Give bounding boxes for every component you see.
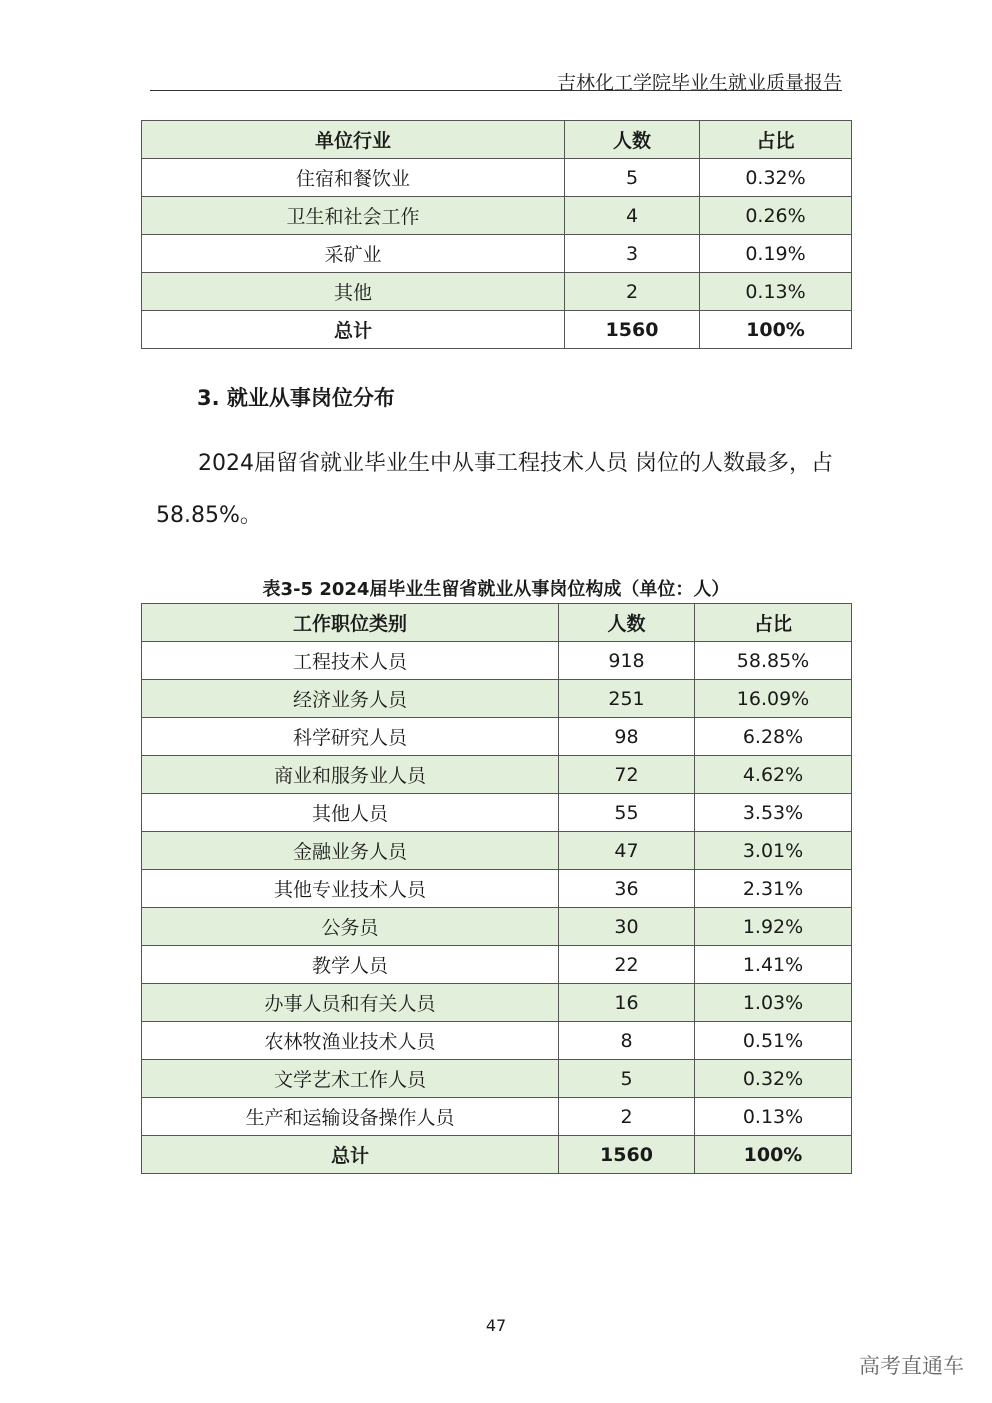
table-cell: 总计	[142, 1136, 559, 1174]
table-cell: 0.19%	[700, 235, 852, 273]
table-row	[142, 235, 852, 273]
table-total-row	[142, 1136, 852, 1174]
table-row	[142, 273, 852, 311]
table-row	[142, 1022, 852, 1060]
table-total-row	[142, 311, 852, 349]
table-row	[142, 1060, 852, 1098]
table-cell: 总计	[142, 311, 565, 349]
table-cell: 98	[559, 718, 695, 756]
section-heading: 3. 就业从事岗位分布	[197, 386, 395, 410]
table-cell: 16	[559, 984, 695, 1022]
table-cell: 3.53%	[695, 794, 852, 832]
report-header-title: 吉林化工学院毕业生就业质量报告	[556, 72, 842, 94]
table-cell: 教学人员	[142, 946, 559, 984]
table-row	[142, 832, 852, 870]
column-header: 单位行业	[142, 121, 565, 159]
table-cell: 0.51%	[695, 1022, 852, 1060]
table-cell: 商业和服务业人员	[142, 756, 559, 794]
table-cell: 47	[559, 832, 695, 870]
table-row	[142, 718, 852, 756]
table-cell: 金融业务人员	[142, 832, 559, 870]
table-cell: 生产和运输设备操作人员	[142, 1098, 559, 1136]
table-cell: 100%	[700, 311, 852, 349]
table-cell: 1560	[565, 311, 700, 349]
table-row	[142, 908, 852, 946]
column-header: 工作职位类别	[142, 604, 559, 642]
table-cell: 4.62%	[695, 756, 852, 794]
table-row	[142, 159, 852, 197]
table-cell: 16.09%	[695, 680, 852, 718]
table-row	[142, 870, 852, 908]
table-cell: 918	[559, 642, 695, 680]
table-cell: 8	[559, 1022, 695, 1060]
table-row	[142, 197, 852, 235]
table-cell: 0.13%	[700, 273, 852, 311]
table-cell: 科学研究人员	[142, 718, 559, 756]
watermark: 高考直通车	[859, 1354, 964, 1378]
table-cell: 1.41%	[695, 946, 852, 984]
table-cell: 文学艺术工作人员	[142, 1060, 559, 1098]
table-header-row	[142, 604, 852, 642]
table-cell: 0.13%	[695, 1098, 852, 1136]
table-cell: 农林牧渔业技术人员	[142, 1022, 559, 1060]
table-row	[142, 680, 852, 718]
table-cell: 0.32%	[700, 159, 852, 197]
table-cell: 经济业务人员	[142, 680, 559, 718]
table-cell: 采矿业	[142, 235, 565, 273]
table-cell: 0.32%	[695, 1060, 852, 1098]
table-cell: 2	[559, 1098, 695, 1136]
table-row	[142, 1098, 852, 1136]
table-cell: 2	[565, 273, 700, 311]
table-row	[142, 794, 852, 832]
table-cell: 1.92%	[695, 908, 852, 946]
table-cell: 22	[559, 946, 695, 984]
table-row	[142, 946, 852, 984]
table-cell: 其他专业技术人员	[142, 870, 559, 908]
table-cell: 58.85%	[695, 642, 852, 680]
column-header: 占比	[700, 121, 852, 159]
table-cell: 2.31%	[695, 870, 852, 908]
table-cell: 6.28%	[695, 718, 852, 756]
table-cell: 100%	[695, 1136, 852, 1174]
table-cell: 30	[559, 908, 695, 946]
table-cell: 251	[559, 680, 695, 718]
table-cell: 5	[565, 159, 700, 197]
table-cell: 55	[559, 794, 695, 832]
table-cell: 其他人员	[142, 794, 559, 832]
table-cell: 3	[565, 235, 700, 273]
table-cell: 36	[559, 870, 695, 908]
table-cell: 其他	[142, 273, 565, 311]
section-paragraph: 2024届留省就业毕业生中从事工程技术人员 岗位的人数最多，占58.85%。	[156, 451, 833, 528]
table-cell: 住宿和餐饮业	[142, 159, 565, 197]
table-row	[142, 642, 852, 680]
table-cell: 公务员	[142, 908, 559, 946]
table-cell: 卫生和社会工作	[142, 197, 565, 235]
column-header: 占比	[695, 604, 852, 642]
table-row	[142, 756, 852, 794]
header-divider	[150, 90, 842, 91]
table-header-row	[142, 121, 852, 159]
column-header: 人数	[559, 604, 695, 642]
table-cell: 4	[565, 197, 700, 235]
table-cell: 0.26%	[700, 197, 852, 235]
table-cell: 1.03%	[695, 984, 852, 1022]
table-cell: 72	[559, 756, 695, 794]
table-caption: 表3-5 2024届毕业生留省就业从事岗位构成（单位：人）	[262, 579, 730, 600]
table-cell: 3.01%	[695, 832, 852, 870]
column-header: 人数	[565, 121, 700, 159]
table-row	[142, 984, 852, 1022]
table-cell: 1560	[559, 1136, 695, 1174]
table-cell: 5	[559, 1060, 695, 1098]
position-table	[141, 603, 852, 1174]
table-cell: 办事人员和有关人员	[142, 984, 559, 1022]
industry-table	[141, 120, 852, 349]
table-cell: 工程技术人员	[142, 642, 559, 680]
page-number: 47	[485, 1316, 507, 1335]
